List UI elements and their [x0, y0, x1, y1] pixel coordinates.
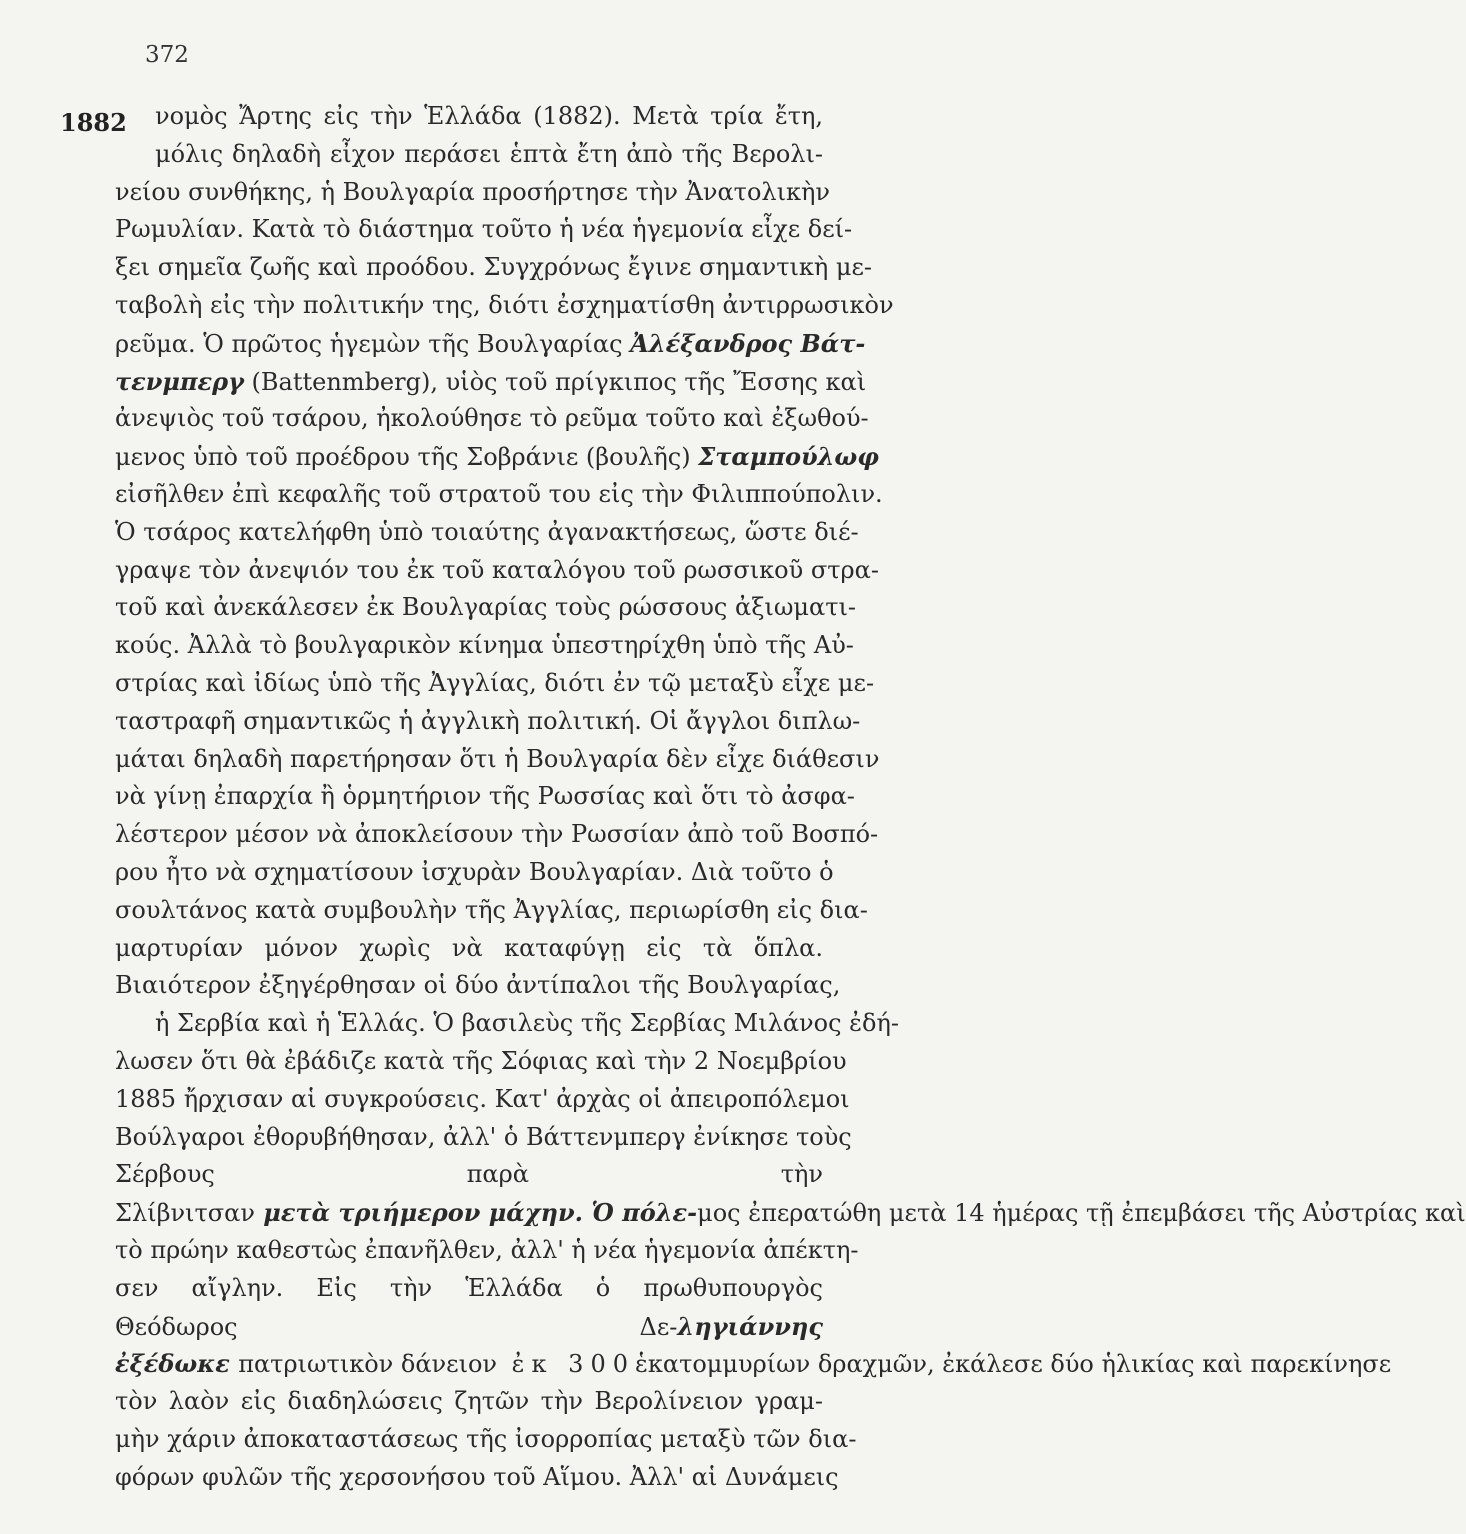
text-run: ταβολὴ εἰς τὴν πολιτικήν της, διότι ἐσχηματίσθη ἀντιρρωσικὸν: [115, 290, 894, 319]
text-run: ρεῦμα. Ὁ πρῶτος ἡγεμὼν τῆς Βουλγαρίας: [115, 329, 631, 358]
text-line: [115, 778, 855, 816]
text-line: [115, 627, 854, 665]
text-run: Βιαιότερον ἐξηγέρθησαν οἱ δύο ἀντίπαλοι τῆς Βουλγαρίας,: [115, 971, 841, 1000]
text-run: εἰσῆλθεν ἐπὶ κεφαλῆς τοῦ στρατοῦ του εἰς τὴν Φιλιππούπολιν.: [115, 479, 883, 508]
text-line: [115, 1081, 850, 1119]
text-line: [115, 1232, 859, 1270]
text-line: [115, 400, 869, 438]
text-run: (Battenmberg), υἱὸς τοῦ πρίγκιπος τῆς Ἔσσης καὶ: [243, 367, 867, 396]
text-line: [115, 816, 879, 854]
text-run: Σλίβνιτσαν: [115, 1199, 255, 1228]
text-run: ξει σημεῖα ζωῆς καὶ προόδου. Συγχρόνως ἔγινε σημαντικὴ με-: [115, 253, 873, 282]
text-run: Ὁ τσάρος κατελήφθη ὑπὸ τοιαύτης ἀγανακτήσεως, ὥστε διέ-: [115, 517, 859, 546]
page-number: 372: [145, 42, 189, 68]
text-run: μὴν χάριν ἀποκαταστάσεως τῆς ἰσορροπίας μεταξὺ τῶν δια-: [115, 1424, 857, 1453]
text-run: Σέρβους παρὰ τὴν: [115, 1160, 823, 1189]
text-line: [115, 438, 879, 476]
text-line: [115, 136, 823, 174]
text-run: λέστερον μέσον νὰ ἀποκλείσουν τὴν Ρωσσίαν ἀπὸ τοῦ Βοσπό-: [115, 820, 879, 849]
text-run: ρου ἦτο νὰ σχηματίσουν ἰσχυρὰν Βουλγαρίαν. Διὰ τοῦτο ὁ: [115, 857, 834, 886]
emphasis-name: τενμπεργ: [115, 366, 244, 396]
text-run: λωσεν ὅτι θὰ ἐβάδιζε κατὰ τῆς Σόφιας καὶ τὴν 2 Νοεμβρίου: [115, 1046, 847, 1075]
text-run: Βούλγαροι ἐθορυβήθησαν, ἀλλ' ὁ Βάττενμπεργ ἐνίκησε τοὺς: [115, 1122, 852, 1151]
text-line: [115, 98, 823, 136]
text-line: [115, 892, 868, 930]
text-run: σεν αἴγλην. Εἰς τὴν Ἑλλάδα ὁ πρωθυπουργὸς: [115, 1273, 823, 1302]
text-run: Ρωμυλίαν. Κατὰ τὸ διάστημα τοῦτο ἡ νέα ἡγεμονία εἶχε δεί-: [115, 215, 853, 244]
margin-year: 1882: [60, 108, 127, 137]
text-line: [115, 741, 880, 779]
text-run: κούς. Ἀλλὰ τὸ βουλγαρικὸν κίνημα ὑπεστηρίχθη ὑπὸ τῆς Αὐ-: [115, 631, 854, 660]
text-run: νομὸς Ἄρτης εἰς τὴν Ἑλλάδα (1882). Μετὰ τρία ἔτη,: [155, 102, 823, 130]
text-line: [115, 1459, 839, 1497]
emphasis-name: ληγιάννης: [677, 1311, 823, 1341]
text-run: ταστραφῆ σημαντικῶς ἡ ἀγγλικὴ πολιτική. Οἱ ἄγγλοι διπλω-: [115, 706, 861, 735]
text-run: ἀνεψιὸς τοῦ τσάρου, ἠκολούθησε τὸ ρεῦμα τοῦτο καὶ ἐξωθού-: [115, 404, 869, 433]
text-line: [115, 1119, 852, 1157]
text-line: [115, 1194, 1466, 1232]
text-run: ἡ Σερβία καὶ ἡ Ἑλλάς. Ὁ βασιλεὺς τῆς Σερβίας Μιλάνος ἐδή-: [155, 1009, 899, 1038]
spaced-text: ἐκ 300: [497, 1350, 635, 1379]
text-line: [115, 930, 823, 968]
text-run: μενος ὑπὸ τοῦ προέδρου τῆς Σοβράνιε (βουλῆς): [115, 443, 699, 472]
text-run: μάται δηλαδὴ παρετήρησαν ὅτι ἡ Βουλγαρία δὲν εἶχε διάθεσιν: [115, 744, 880, 773]
text-run: πατριωτικὸν δάνειον: [238, 1350, 498, 1379]
text-line: [115, 967, 841, 1005]
text-line: [115, 552, 879, 590]
text-line: [115, 1005, 899, 1043]
text-line: [115, 1270, 823, 1308]
emphasis-name: μετὰ τριήμερον μάχην. Ὁ πόλε-: [254, 1198, 698, 1228]
text-line: [115, 249, 873, 287]
text-line: [115, 665, 875, 703]
text-line: [115, 589, 856, 627]
emphasis-name: Ἀλέξανδρος Βάτ-: [630, 328, 866, 358]
text-line: [115, 1156, 823, 1194]
text-line: [115, 1383, 823, 1421]
text-line: [115, 1496, 823, 1534]
text-line: [115, 174, 830, 212]
text-line: [115, 211, 853, 249]
emphasis-name: ἐξέδωκε: [115, 1349, 239, 1379]
text-run: ἑκατομμυρίων δραχμῶν, ἐκάλεσε δύο ἡλικίας καὶ παρεκίνησε: [634, 1350, 1392, 1379]
body-text: [115, 98, 1466, 1534]
text-line: [115, 514, 859, 552]
text-line: [115, 325, 866, 363]
text-line: [115, 1308, 823, 1346]
text-run: στρίας καὶ ἰδίως ὑπὸ τῆς Ἀγγλίας, διότι ἐν τῷ μεταξὺ εἶχε με-: [115, 668, 875, 697]
text-run: μος ἐπερατώθη μετὰ 14 ἡμέρας τῇ ἐπεμβάσει τῆς Αὐστρίας καὶ: [697, 1199, 1466, 1228]
text-line: [115, 703, 861, 741]
text-run: μαρτυρίαν μόνον χωρὶς νὰ καταφύγῃ εἰς τὰ ὅπλα.: [115, 933, 823, 962]
text-run: γραψε τὸν ἀνεψιόν του ἐκ τοῦ καταλόγου τοῦ ρωσσικοῦ στρα-: [115, 555, 879, 584]
text-run: μόλις δηλαδὴ εἶχον περάσει ἑπτὰ ἔτη ἀπὸ τῆς Βερολι-: [155, 139, 823, 168]
text-line: [115, 287, 894, 325]
text-run: φόρων φυλῶν τῆς χερσονήσου τοῦ Αἵμου. Ἀλλ' αἱ Δυνάμεις: [115, 1462, 839, 1491]
text-line: [115, 854, 834, 892]
text-line: [115, 1421, 857, 1459]
emphasis-name: Σταμπούλωφ: [698, 442, 879, 472]
text-run: τοῦ καὶ ἀνεκάλεσεν ἐκ Βουλγαρίας τοὺς ρώσσους ἀξιωματι-: [115, 593, 856, 622]
text-run: τὸν λαὸν εἰς διαδηλώσεις ζητῶν τὴν Βερολίνειον γραμ-: [115, 1387, 823, 1416]
text-line: [115, 1345, 1392, 1383]
text-run: νὰ γίνῃ ἐπαρχία ἢ ὁρμητήριον τῆς Ρωσσίας καὶ ὅτι τὸ ἀσφα-: [115, 782, 855, 811]
text-line: [115, 1043, 847, 1081]
text-run: Θεόδωρος Δε-: [115, 1312, 678, 1341]
text-run: νείου συνθήκης, ἡ Βουλγαρία προσήρτησε τὴν Ἀνατολικὴν: [115, 177, 830, 206]
text-line: [115, 363, 867, 401]
text-run: σουλτάνος κατὰ συμβουλὴν τῆς Ἀγγλίας, περιωρίσθη εἰς δια-: [115, 895, 868, 924]
text-run: τὸ πρώην καθεστὼς ἐπανῆλθεν, ἀλλ' ἡ νέα ἡγεμονία ἀπέκτη-: [115, 1235, 859, 1264]
text-line: [115, 476, 883, 514]
text-run: 1885 ἤρχισαν αἱ συγκρούσεις. Κατ' ἀρχὰς οἱ ἀπειροπόλεμοι: [115, 1084, 850, 1113]
